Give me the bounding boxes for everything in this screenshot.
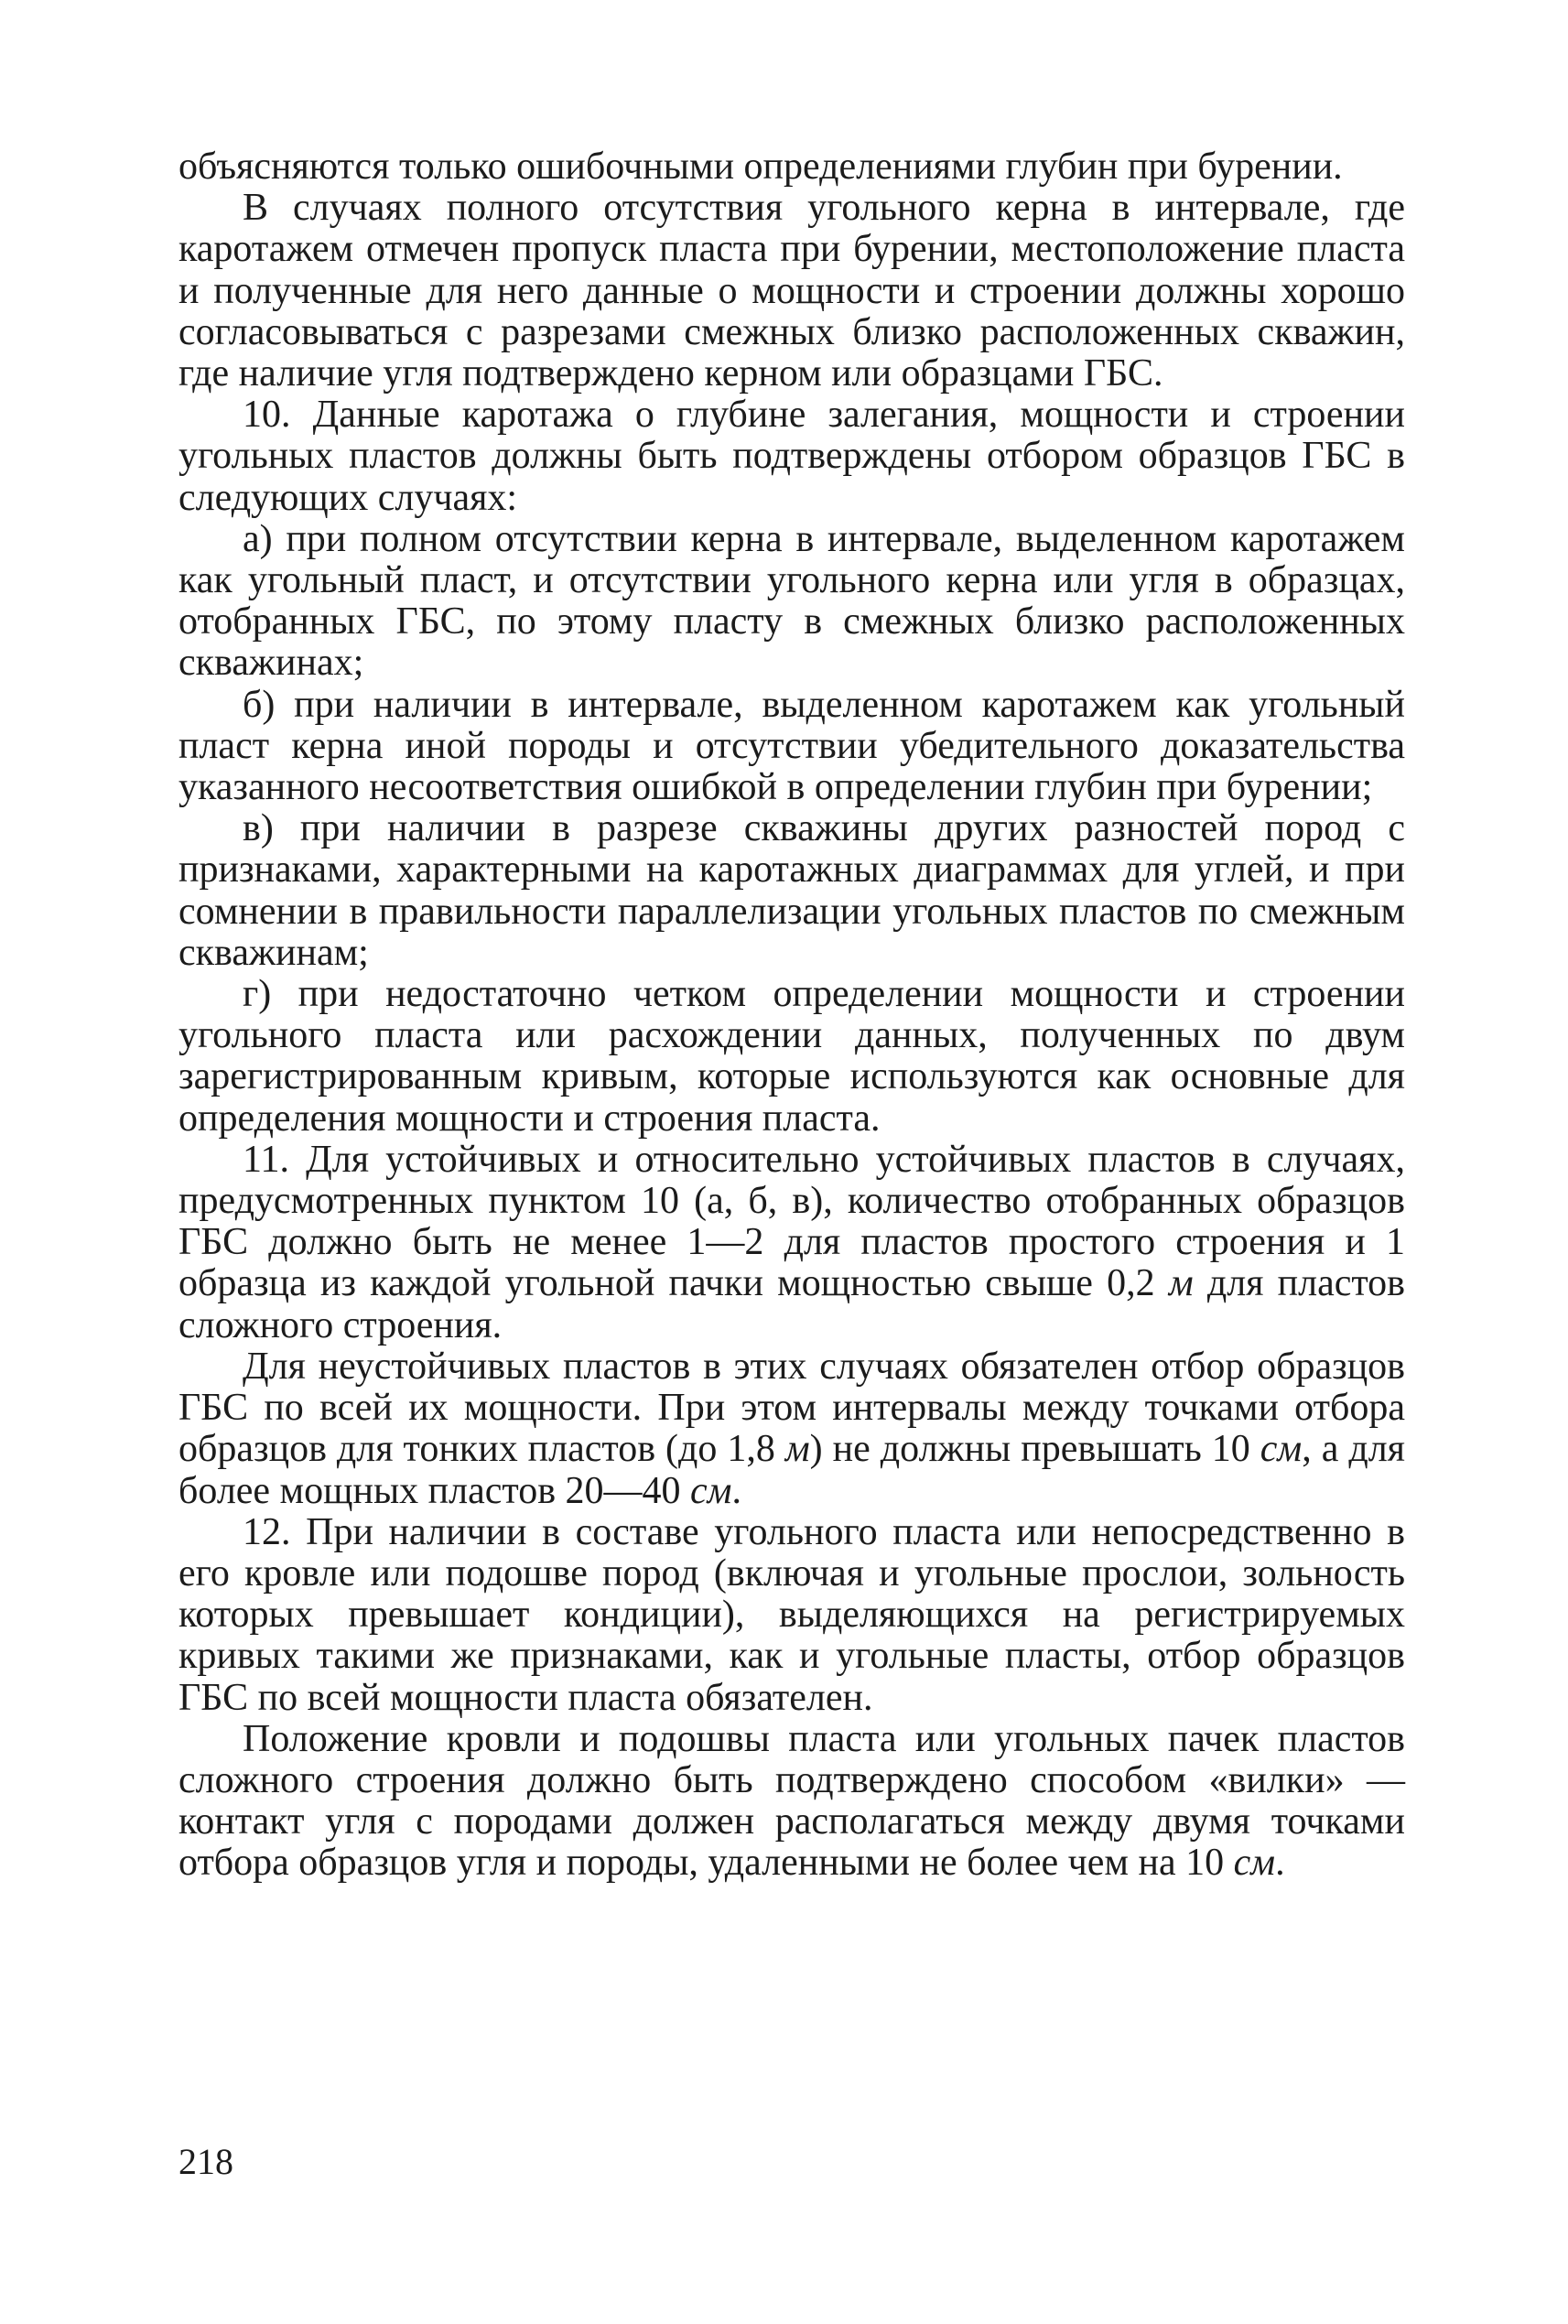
text-segment: ) не должны превышать 10 [809, 1428, 1260, 1471]
unit-centimeter: см [1260, 1428, 1303, 1471]
text-segment: Для неустойчивых пластов в этих случаях обязателен отбор образцов ГБС по всей их мощности. При этом интервалы между точками отбора образцов для тонких пластов (до 1,8 [178, 1345, 1405, 1471]
unit-centimeter: см [1233, 1842, 1276, 1885]
page-body [178, 146, 1405, 1885]
text-segment: . [1275, 1842, 1285, 1885]
page-number: 218 [178, 2141, 233, 2182]
paragraph-item-10g: г) при недостаточно четком определении мощности и строении угольного пласта или расхождении данных, полученных по двум зарегистрированным кривым, которые используются как основные для определения мощности и строения пласта. [178, 973, 1405, 1140]
paragraph-item-12: 12. При наличии в составе угольного пласта или непосредственно в его кровле или подошве пород (включая и угольные прослои, зольность которых превышает кондиции), выделяющихся на регистрируемых кривых такими же признаками, как и угольные пласты, отбор образцов ГБС по всей мощности пласта обязателен. [178, 1510, 1405, 1719]
text-segment: , а для более мощных пластов 20—40 [178, 1428, 1405, 1512]
unit-meter: м [784, 1428, 810, 1471]
paragraph-item-10b: б) при наличии в интервале, выделенном каротажем как угольный пласт керна иной породы и отсутствии убедительного доказательства указанного несоответствия ошибкой в определении глубин при бурении; [178, 683, 1405, 809]
paragraph-item-11 [178, 1140, 1405, 1346]
unit-centimeter: см [690, 1469, 732, 1512]
unit-meter: м [1168, 1262, 1194, 1305]
paragraph-unstable-seams [178, 1346, 1405, 1512]
paragraph-missing-core: В случаях полного отсутствия угольного керна в интервале, где каротажем отмечен пропуск пласта при бурении, местоположение пласта и полученные для него данные о мощности и строении должны хорошо согласовываться с разрезами смежных близко расположенных скважин, где наличие угля подтверждено керном или образцами ГБС. [178, 187, 1405, 395]
text-segment: 11. Для устойчивых и относительно устойчивых пластов в случаях, предусмотренных пунктом 10 (а, б, в), количество отобранных образцов ГБС должно быть не менее 1—2 для пластов простого строения и 1 образца из каждой угольной пачки мощностью свыше 0,2 [178, 1138, 1405, 1305]
paragraph-item-10a: а) при полном отсутствии керна в интервале, выделенном каротажем как угольный пласт, и отсутствии угольного керна или угля в образцах, отобранных ГБС, по этому пласту в смежных близко расположенных скважинах; [178, 517, 1405, 685]
paragraph-fork-method [178, 1719, 1405, 1885]
paragraph-continuation: объясняются только ошибочными определениями глубин при бурении. [178, 146, 1343, 188]
text-segment: Положение кровли и подошвы пласта или угольных пачек пластов сложного строения должно быть подтверждено способом «вилки» — контакт угля с породами должен располагаться между двумя точками отбора образцов угля и породы, удаленными не более чем на 10 [178, 1717, 1405, 1885]
text-segment: для пластов сложного строения. [178, 1262, 1406, 1346]
paragraph-item-10: 10. Данные каротажа о глубине залегания, мощности и строении угольных пластов должны быть подтверждены отбором образцов ГБС в следующих случаях: [178, 394, 1405, 519]
paragraph-item-10v: в) при наличии в разрезе скважины других разностей пород с признаками, характерными на каротажных диаграммах для углей, и при сомнении в правильности параллелизации угольных пластов по смежным скважинам; [178, 807, 1405, 974]
text-segment: . [731, 1469, 741, 1512]
